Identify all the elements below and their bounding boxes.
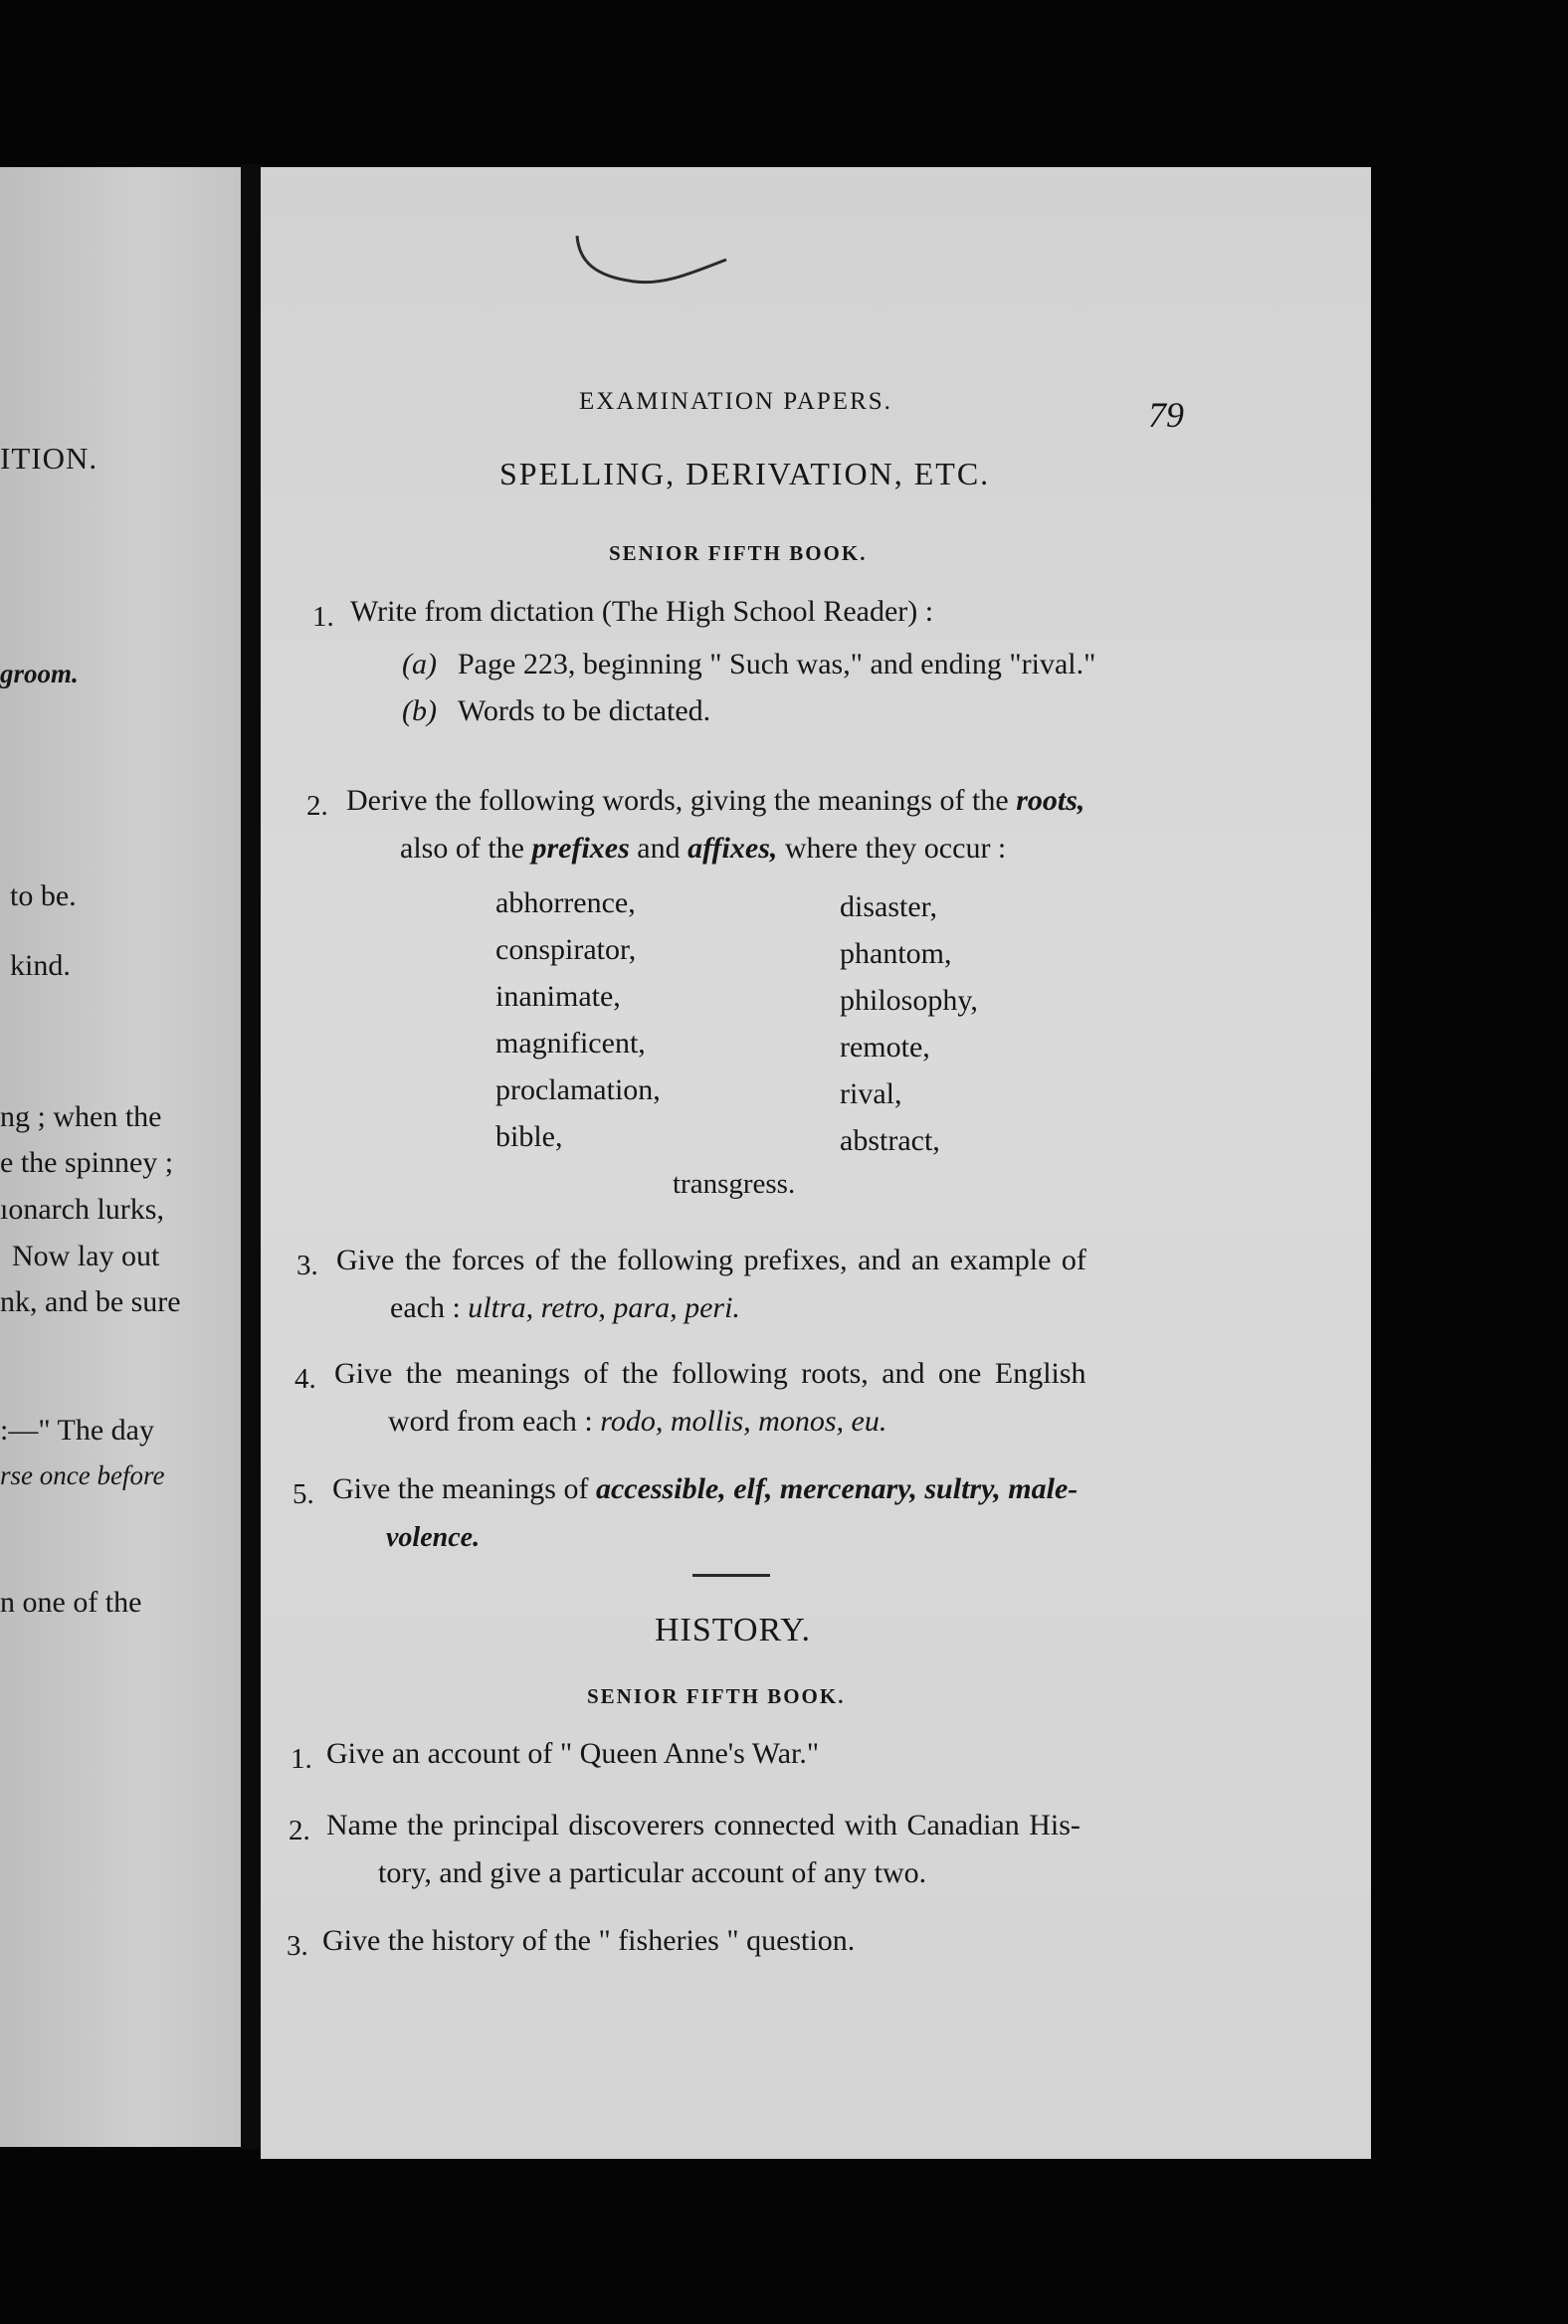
word: conspirator, — [495, 933, 637, 966]
word: abstract, — [840, 1124, 940, 1157]
question-number: 4. — [294, 1363, 316, 1395]
section-subtitle: SENIOR FIFTH BOOK. — [609, 541, 868, 565]
section-subtitle: SENIOR FIFTH BOOK. — [587, 1684, 846, 1708]
question-text: Derive the following words, giving the meanings of the roots, — [346, 784, 1085, 817]
word: rival, — [840, 1077, 902, 1110]
word: remote, — [840, 1031, 930, 1064]
left-fragment: rse once before — [0, 1460, 165, 1490]
left-fragment: ıonarch lurks, — [0, 1193, 164, 1226]
question-text: Give the meanings of accessible, elf, mercenary, sultry, male- — [332, 1472, 1078, 1505]
pencil-mark — [575, 232, 734, 301]
question-number: 2. — [306, 790, 328, 822]
word: proclamation, — [495, 1073, 661, 1106]
section-title-history: HISTORY. — [655, 1612, 811, 1648]
word: magnificent, — [495, 1027, 646, 1060]
question-number: 1. — [291, 1743, 312, 1775]
running-header: EXAMINATION PAPERS. — [579, 388, 892, 415]
left-fragment: groom. — [0, 659, 79, 688]
question-text: Name the principal discoverers connected with Canadian His- — [326, 1809, 1080, 1841]
left-fragment: nk, and be sure — [0, 1285, 181, 1318]
subitem-text: Words to be dictated. — [458, 694, 711, 727]
question-text: Give the history of the " fisheries " question. — [322, 1924, 856, 1957]
word: inanimate, — [495, 980, 621, 1013]
word-list-left — [495, 879, 661, 1160]
left-fragment: :—" The day — [0, 1414, 154, 1447]
word: abhorrence, — [495, 886, 636, 919]
word-list-right — [840, 883, 978, 1164]
question-text-continued: volence. — [386, 1522, 481, 1553]
question-number: 2. — [289, 1815, 310, 1846]
word: phantom, — [840, 937, 952, 970]
question-text: Give the forces of the following prefixes, and an example of — [336, 1244, 1086, 1276]
question-text-continued: tory, and give a particular account of any two. — [378, 1856, 927, 1889]
section-title-spelling: SPELLING, DERIVATION, ETC. — [499, 456, 991, 491]
section-divider — [692, 1574, 770, 1577]
left-fragment: kind. — [10, 949, 71, 982]
question-text-continued: word from each : rodo, mollis, monos, eu. — [388, 1405, 887, 1438]
left-fragment: e the spinney ; — [0, 1146, 174, 1179]
word: bible, — [495, 1120, 563, 1153]
left-fragment: Now lay out — [12, 1240, 160, 1272]
left-fragment: ng ; when the — [0, 1100, 162, 1133]
subitem-label: (a) — [402, 648, 437, 680]
book-page — [261, 167, 1371, 2159]
subitem-text: Page 223, beginning " Such was," and ending "rival." — [458, 648, 1096, 680]
page-number: 79 — [1148, 395, 1184, 435]
question-text-continued: each : ultra, retro, para, peri. — [390, 1291, 740, 1324]
left-fragment: to be. — [10, 879, 77, 912]
subitem-label: (b) — [402, 694, 437, 727]
book-spine-shadow — [241, 164, 263, 2149]
question-number: 5. — [293, 1478, 314, 1510]
word: disaster, — [840, 890, 937, 923]
left-fragment: ITION. — [0, 441, 98, 476]
left-fragment: n one of the — [0, 1586, 142, 1619]
question-number: 3. — [287, 1930, 308, 1962]
question-text: Write from dictation (The High School Reader) : — [350, 595, 934, 628]
question-text-continued: also of the prefixes and affixes, where they occur : — [400, 832, 1007, 865]
question-text: Give an account of " Queen Anne's War." — [326, 1737, 820, 1770]
word: philosophy, — [840, 984, 978, 1017]
question-number: 3. — [296, 1250, 318, 1281]
question-number: 1. — [312, 601, 334, 633]
left-facing-page — [0, 167, 241, 2147]
word-centered: transgress. — [673, 1168, 796, 1200]
question-text: Give the meanings of the following roots, and one English — [334, 1357, 1086, 1390]
